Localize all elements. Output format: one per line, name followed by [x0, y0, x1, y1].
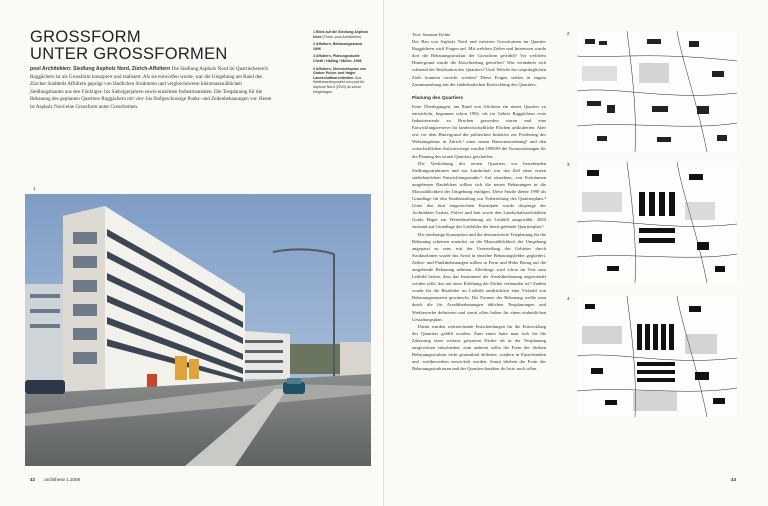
caption-4: 4 Affoltern, Übersichtsplan von Graber Pulver und Hager Landschaftsarchitekten. Aus Wettbewerbsprojekt von pool für Aspholz Nord (2003) ist schon eingetragen [313, 66, 367, 94]
body-paragraph-3: Die eindeutige Konzeption und die demonstrierte Testplanung für die Bebauung scheinen zunächst an die Massstäblichkeit der Umgebung angepasst zu sein; mit der Unterteilung des Gebietes durch Strukturlinien wurde das Areal in einzelne Bebauungsfelder gegliedert. Zeilen- und Punktbebauungen sollten in Form und Höhe Bezug auf die umgebende Bebauung nehmen. Allerdings wird schon im Text zum Leitbild betont, dass das Instrument der Arealüberbauung angewendet werden solle, das mit einer Erhöhung der Dichte verbunden ist.⁶ Zudem wurde für die Baufelder im Leitbild ausdrücklich eine Vielzahl von Bebauungsmustern gewünscht. Die Formen der Bebauung wollte man durch die für Arealüberbauungen üblichen Testplanungen und Wettbewerbe definieren und somit offen halten für einen einheitlichen Gestaltungsplan. [412, 231, 546, 322]
site-plan-overview [577, 296, 737, 417]
author-line: Text: Susanne Kohte [412, 32, 451, 37]
left-folio [30, 477, 80, 482]
right-page-number: 43 [731, 477, 737, 482]
intro-paragraph: Der Bau von Aspholz Nord und weiteren Grossformen im Quartier Ruggächern wirft Fragen auf. Mit welchen Zielen und Interessen wurde dort die Bebauungsstruktur der Grossform gewählt? Vor welchem Hintergrund wurde die Entscheidung getroffen? Was veränderte sich während der Realisation des Quartiers? Und: Welche der ursprünglichen Ziele konnten erreicht werden? Diese Fragen stehen in engem Zusammenhang mit der städtebaulichen Entwicklung des Quartiers. [412, 39, 546, 87]
figure-captions [313, 30, 369, 97]
site-plan-1998 [577, 162, 737, 283]
magazine-issue: archithese 1.2008 [44, 477, 81, 482]
right-folio [731, 477, 744, 482]
lead-bold: pool Architekten: Siedlung Aspholz Nord, Zürich-Affoltern [30, 66, 171, 72]
article-title [30, 29, 280, 63]
caption-1: 1 Blick auf die Siedlung Aspholz Nord (Fotos: pool Architekten) [313, 30, 369, 39]
lead-text: Die Siedlung Aspholz Nord im Quartierbereich Ruggächern ist als Grossform konzipiert und realisiert. Als sie entworfen wurde, war die Umgebung am Rand des Zürcher Stadtteils Affoltern geprägt von ländlichen Strukturen und vergleichsweise kleinmassstäblichen Siedlungsbauten aus den Fünfziger- bis Siebzigerjahren sowie einzelnen Industriearealen. Die Testplanung für die Bebauung des geplanten Quartiers Ruggächern mit vier- bis fünfgeschossige Punkt- und Zeilenbebauungen vor. Heute ist Aspholz Nord eine Grossform unter Grossformen. [30, 66, 272, 110]
title-line-1: GROSSFORM [30, 28, 141, 46]
plan-number-3: 3 [567, 162, 570, 167]
title-line-2: UNTER GROSSFORMEN [30, 45, 228, 63]
site-plan-1996 [577, 31, 737, 152]
body-paragraph-4: Damit wurden weitreichende Entscheidungen für die Entwicklung des Quartiers gefällt worden. Zum einen hatte man sich für die Zulassung einer weitaus grösseren Dichte als in der Testplanung ausgewiesen entschieden; zum anderen sollte die Form der dichten Bebauungsstruktur nicht gesamthaft definiert, sondern in Einzelstudien und -wettbewerben entwickelt werden. Somit blieben die Form der Bebauungsstrukturen und der Quartiercharakter de facto noch offen. [412, 323, 546, 372]
lead-paragraph [30, 66, 275, 111]
caption-2: 2 Affoltern, Bebauungsstand 1996 [313, 42, 362, 51]
section-heading: Planung des Quartiers [412, 95, 464, 101]
building-photo [25, 194, 371, 466]
figure-number-1: 1 [33, 186, 36, 191]
left-page-number: 42 [30, 477, 36, 482]
body-paragraph-2: Die Verdichtung des neuen Quartiers vor bestehenden Siedlungsstrukturen und zur Landschaft war das Ziel einer ersten städtebaulichen Entwicklungsstudie.³ Auf einzelnen, von Freiräumen umgebenen Baufeldern sollten sich die neuen Bebauungen in die Massstäblichkeit der Umgebung einfügen. Diese Studie diente 1999 als Grundlage für den Studienauftrag zur Vorbereitung des Quartierplans.⁴ Unter den fünf eingereichten Konzepten wurde dasjenige der Architekten Graber, Pulver und bait sowie den Landschaftsarchitekten Guido Hager zur Weiterbearbeitung als Leitbild ausgewählt. 2003 entstand auf Grundlage des Leitbildes der heute geltende Quartierplan.⁵ [412, 160, 546, 230]
plan-number-2: 2 [567, 31, 570, 36]
body-paragraph-1: Erste Überlegungen, am Rand von Affoltern ein neues Quartier zu entwickeln, begannen schon 1992, als im Gebiet Ruggächern erste Industrieareale zu Brachen geworden waren und eine Entwicklungsreserve für landwirtschaftliche Flächen artikulierten. Aber erst vor dem Hintergrund der politischen Initiative zur Förderung des Wohnungsbaus in Zürich,¹ einer neuen Bauzonenordnung² und den wirtschaftlichen Aufwärtswege wurden 1998/99 die Voraussetzungen für die Planung des neuen Quartiers geschaffen. [412, 103, 546, 159]
body-text [412, 31, 546, 372]
caption-3: 3 Affoltern, Planungsstudie Chetti / Halling / Müller, 1998 [313, 54, 362, 63]
plan-number-4: 4 [567, 296, 570, 301]
